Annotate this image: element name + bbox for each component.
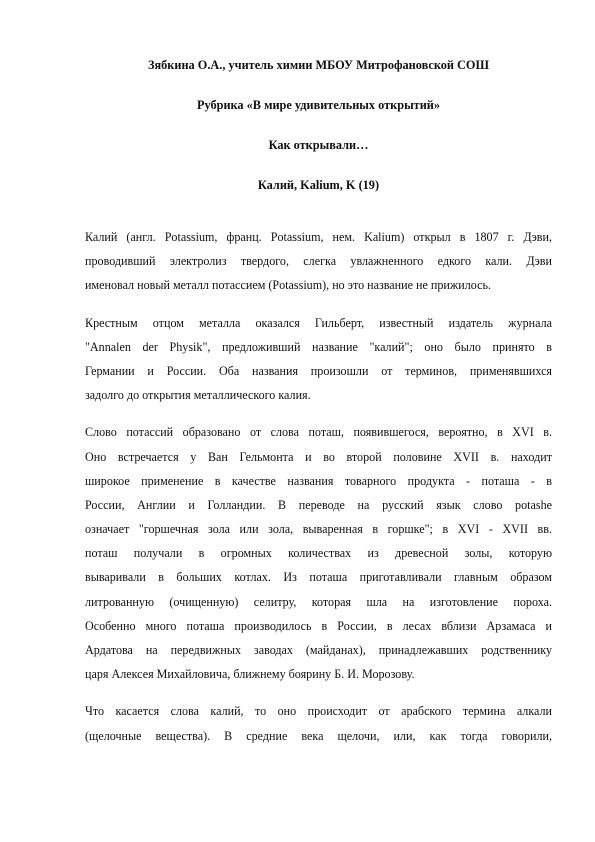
- paragraph-potash: [85, 420, 552, 686]
- paragraph-discovery: [85, 225, 552, 298]
- paragraph-line: широкое применение в качестве названия товарного продукта - поташа - в: [85, 473, 552, 488]
- paragraph-line: царя Алексея Михайловича, ближнему боярину Б. И. Морозову.: [85, 667, 415, 682]
- paragraph-kalium-origin: [85, 699, 552, 747]
- paragraph-line: Особенно много поташа производилось в России, в лесах вблизи Арзамаса и: [85, 618, 552, 633]
- paragraph-line: проводивший электролиз твердого, слегка увлажненного едкого кали. Дэви: [85, 254, 552, 269]
- paragraph-line: означает "горшечная зола или зола, вываренная в горшке"; в XVI - XVII вв.: [85, 522, 552, 537]
- paragraph-line: вываривали в больших котлах. Из поташа приготавливали главным образом: [85, 570, 552, 585]
- paragraph-line: Оно встречается у Ван Гельмонта и во второй половине XVII в. находит: [85, 449, 552, 464]
- paragraph-line: Ардатова на передвижных заводах (майданах), принадлежавших родственнику: [85, 643, 552, 657]
- paragraph-line: "Annalen der Physik", предложивший название "калий"; оно было принято в: [85, 339, 552, 354]
- paragraph-line: литрованную (очищенную) селитру, которая шла на изготовление пороха.: [85, 594, 552, 609]
- paragraph-line: Калий (англ. Potassium, франц. Potassium, нем. Kalium) открыл в 1807 г. Дэви,: [85, 230, 552, 244]
- paragraph-line: Крестным отцом металла оказался Гильберт, известный издатель журнала: [85, 315, 552, 330]
- rubric-line: Рубрика «В мире удивительных открытий»: [196, 98, 441, 112]
- document-page: [85, 52, 552, 748]
- paragraph-line: Что касается слова калий, то оно происходит от арабского термина алкали: [85, 704, 552, 719]
- paragraph-line: поташ получали в огромных количествах из древесной золы, которую: [85, 546, 552, 561]
- paragraph-line: России, Англии и Голландии. В переводе на русский язык слово potashe: [85, 497, 552, 512]
- paragraph-line: задолго до открытия металлического калия.: [85, 388, 311, 403]
- paragraph-naming: [85, 311, 552, 408]
- series-line: Как открывали…: [268, 138, 369, 152]
- element-title: Калий, Kalium, K (19): [257, 178, 380, 192]
- paragraph-line: Слово потассий образовано от слова поташ, появившегося, вероятно, в XVI в.: [85, 425, 552, 440]
- paragraph-line: (щелочные вещества). В средние века щелочи, или, как тогда говорили,: [85, 728, 552, 743]
- paragraph-line: Германии и России. Оба названия произошли от терминов, применявшихся: [85, 363, 552, 378]
- paragraph-line: именовал новый металл потассием (Potassium), но это название не прижилось.: [85, 278, 491, 293]
- author-line: Зябкина О.А., учитель химии МБОУ Митрофановской СОШ: [147, 58, 490, 72]
